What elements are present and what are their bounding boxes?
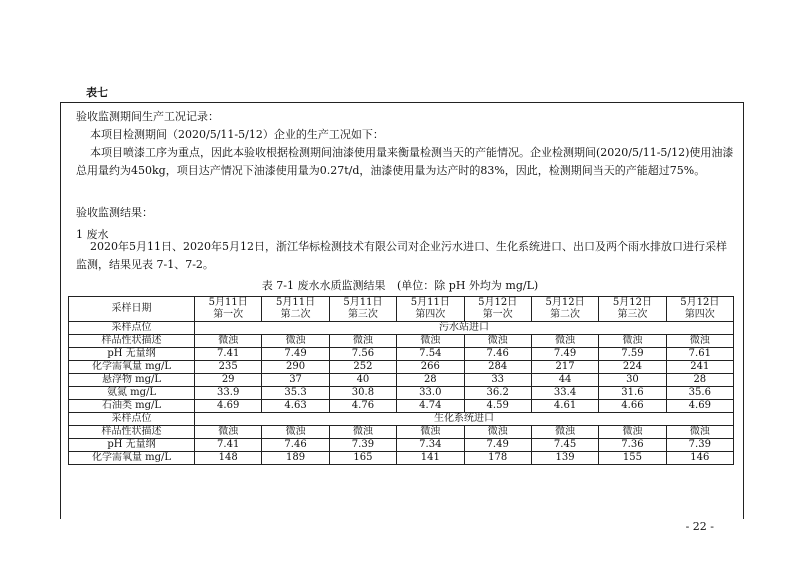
table-cell: 4.69 — [195, 400, 262, 413]
table-cell: 7.45 — [531, 439, 598, 452]
table-cell: 29 — [195, 374, 262, 387]
row-label: 化学需氧量 mg/L — [69, 452, 195, 465]
header-date: 5月11日 — [208, 297, 248, 308]
row-label: 悬浮物 mg/L — [69, 374, 195, 387]
header-round: 第三次 — [617, 309, 648, 320]
sampling-point-value: 生化系统进口 — [195, 413, 734, 426]
table-cell: 235 — [195, 361, 262, 374]
table-cell: 33.4 — [531, 387, 598, 400]
table-cell: 33 — [464, 374, 531, 387]
table-cell: 36.2 — [464, 387, 531, 400]
table-cell: 微浊 — [464, 335, 531, 348]
table-cell: 7.49 — [262, 348, 329, 361]
header-date-cell — [397, 297, 464, 322]
table-cell: 7.41 — [195, 439, 262, 452]
table-cell: 4.69 — [666, 400, 733, 413]
table-cell: 4.66 — [599, 400, 666, 413]
table-row — [69, 426, 734, 439]
header-round: 第三次 — [347, 309, 378, 320]
table-cell: 微浊 — [599, 426, 666, 439]
table-cell: 7.46 — [262, 439, 329, 452]
table-cell: 7.59 — [599, 348, 666, 361]
header-date-cell — [531, 297, 598, 322]
header-sampling-date: 采样日期 — [69, 297, 195, 322]
row-label: 样品性状描述 — [69, 335, 195, 348]
table-cell: 224 — [599, 361, 666, 374]
table-cell: 微浊 — [329, 335, 396, 348]
results-heading: 验收监测结果： — [76, 206, 153, 219]
table-row — [69, 387, 734, 400]
table-cell: 7.56 — [329, 348, 396, 361]
table-cell: 微浊 — [666, 426, 733, 439]
section-heading: 1 废水 — [76, 228, 109, 241]
sampling-point-row — [69, 322, 734, 335]
sampling-point-label: 采样点位 — [69, 413, 195, 426]
table-cell: 31.6 — [599, 387, 666, 400]
table-cell: 241 — [666, 361, 733, 374]
table-cell: 141 — [397, 452, 464, 465]
row-label: 样品性状描述 — [69, 426, 195, 439]
header-date-cell — [195, 297, 262, 322]
table-cell: 7.54 — [397, 348, 464, 361]
header-date: 5月12日 — [545, 297, 585, 308]
table-cell: 30 — [599, 374, 666, 387]
header-round: 第二次 — [280, 309, 311, 320]
table-cell: 微浊 — [599, 335, 666, 348]
table-cell: 7.49 — [531, 348, 598, 361]
table-cell: 微浊 — [195, 426, 262, 439]
table-cell: 189 — [262, 452, 329, 465]
table-row — [69, 361, 734, 374]
header-date: 5月11日 — [276, 297, 316, 308]
table-cell: 284 — [464, 361, 531, 374]
sampling-point-value: 污水站进口 — [195, 322, 734, 335]
sampling-point-row — [69, 413, 734, 426]
header-date: 5月12日 — [478, 297, 518, 308]
header-date-cell — [329, 297, 396, 322]
table-cell: 7.41 — [195, 348, 262, 361]
table-cell: 178 — [464, 452, 531, 465]
table-cell: 217 — [531, 361, 598, 374]
production-heading: 验收监测期间生产工况记录： — [76, 110, 219, 123]
caption-unit: (单位：除 pH 外均为 mg/L) — [397, 279, 539, 292]
table-caption — [0, 277, 800, 293]
table-cell: 7.61 — [666, 348, 733, 361]
table-cell: 微浊 — [262, 335, 329, 348]
table-row — [69, 400, 734, 413]
header-date-cell — [464, 297, 531, 322]
table-cell: 7.39 — [329, 439, 396, 452]
table-cell: 28 — [397, 374, 464, 387]
header-date: 5月12日 — [612, 297, 652, 308]
table-cell: 155 — [599, 452, 666, 465]
header-round: 第二次 — [550, 309, 581, 320]
header-date: 5月11日 — [343, 297, 383, 308]
table-row — [69, 335, 734, 348]
table-label: 表七 — [86, 86, 108, 99]
table-cell: 4.61 — [531, 400, 598, 413]
table-cell: 35.6 — [666, 387, 733, 400]
table-cell: 148 — [195, 452, 262, 465]
table-cell: 266 — [397, 361, 464, 374]
header-round: 第四次 — [684, 309, 715, 320]
table-cell: 7.39 — [666, 439, 733, 452]
table-cell: 微浊 — [464, 426, 531, 439]
table-header-row — [69, 297, 734, 322]
table-cell: 28 — [666, 374, 733, 387]
table-cell: 微浊 — [397, 335, 464, 348]
table-row — [69, 439, 734, 452]
sampling-point-label: 采样点位 — [69, 322, 195, 335]
table-cell: 微浊 — [666, 335, 733, 348]
table-cell: 4.74 — [397, 400, 464, 413]
header-round: 第四次 — [415, 309, 446, 320]
table-cell: 微浊 — [397, 426, 464, 439]
table-cell: 微浊 — [195, 335, 262, 348]
table-cell: 139 — [531, 452, 598, 465]
header-date: 5月11日 — [410, 297, 450, 308]
table-cell: 252 — [329, 361, 396, 374]
row-label: 氨氮 mg/L — [69, 387, 195, 400]
header-date-cell — [666, 297, 733, 322]
table-cell: 290 — [262, 361, 329, 374]
table-cell: 30.8 — [329, 387, 396, 400]
production-paragraph-2: 本项目喷漆工序为重点，因此本验收根据检测期间油漆使用量来衡量检测当天的产能情况。企业检测期间(2020/5/11-5/12)使用油漆总用量约为450kg，项目达产情况下油漆使用量为0.27t/d，油漆使用量为达产时的83%，因此，检测期间当天的产能超过75%。 — [76, 146, 734, 177]
header-round: 第一次 — [482, 309, 513, 320]
table-cell: 4.76 — [329, 400, 396, 413]
table-cell: 7.36 — [599, 439, 666, 452]
table-row — [69, 452, 734, 465]
table-cell: 微浊 — [329, 426, 396, 439]
table-cell: 7.46 — [464, 348, 531, 361]
table-cell: 4.59 — [464, 400, 531, 413]
table-cell: 7.49 — [464, 439, 531, 452]
caption-title: 表 7-1 废水水质监测结果 — [261, 279, 386, 292]
table-cell: 7.34 — [397, 439, 464, 452]
table-cell: 微浊 — [531, 426, 598, 439]
table-cell: 165 — [329, 452, 396, 465]
page-number: - 22 - — [685, 520, 714, 533]
table-row — [69, 348, 734, 361]
header-date-cell — [599, 297, 666, 322]
table-cell: 40 — [329, 374, 396, 387]
header-date-cell — [262, 297, 329, 322]
table-cell: 37 — [262, 374, 329, 387]
table-cell: 4.63 — [262, 400, 329, 413]
production-paragraph-1: 本项目检测期间（2020/5/11-5/12）企业的生产工况如下： — [90, 128, 384, 141]
table-cell: 146 — [666, 452, 733, 465]
row-label: 化学需氧量 mg/L — [69, 361, 195, 374]
table-cell: 33.0 — [397, 387, 464, 400]
row-label: pH 无量纲 — [69, 348, 195, 361]
table-cell: 微浊 — [262, 426, 329, 439]
table-cell: 35.3 — [262, 387, 329, 400]
row-label: 石油类 mg/L — [69, 400, 195, 413]
row-label: pH 无量纲 — [69, 439, 195, 452]
table-cell: 微浊 — [531, 335, 598, 348]
table-cell: 33.9 — [195, 387, 262, 400]
table-cell: 44 — [531, 374, 598, 387]
results-intro: 2020年5月11日、2020年5月12日，浙江华标检测技术有限公司对企业污水进口、生化系统进口、出口及两个雨水排放口进行采样监测，结果见表 7-1、7-2。 — [76, 240, 727, 271]
header-round: 第一次 — [213, 309, 244, 320]
header-date: 5月12日 — [680, 297, 720, 308]
water-quality-table — [68, 296, 734, 465]
table-row — [69, 374, 734, 387]
